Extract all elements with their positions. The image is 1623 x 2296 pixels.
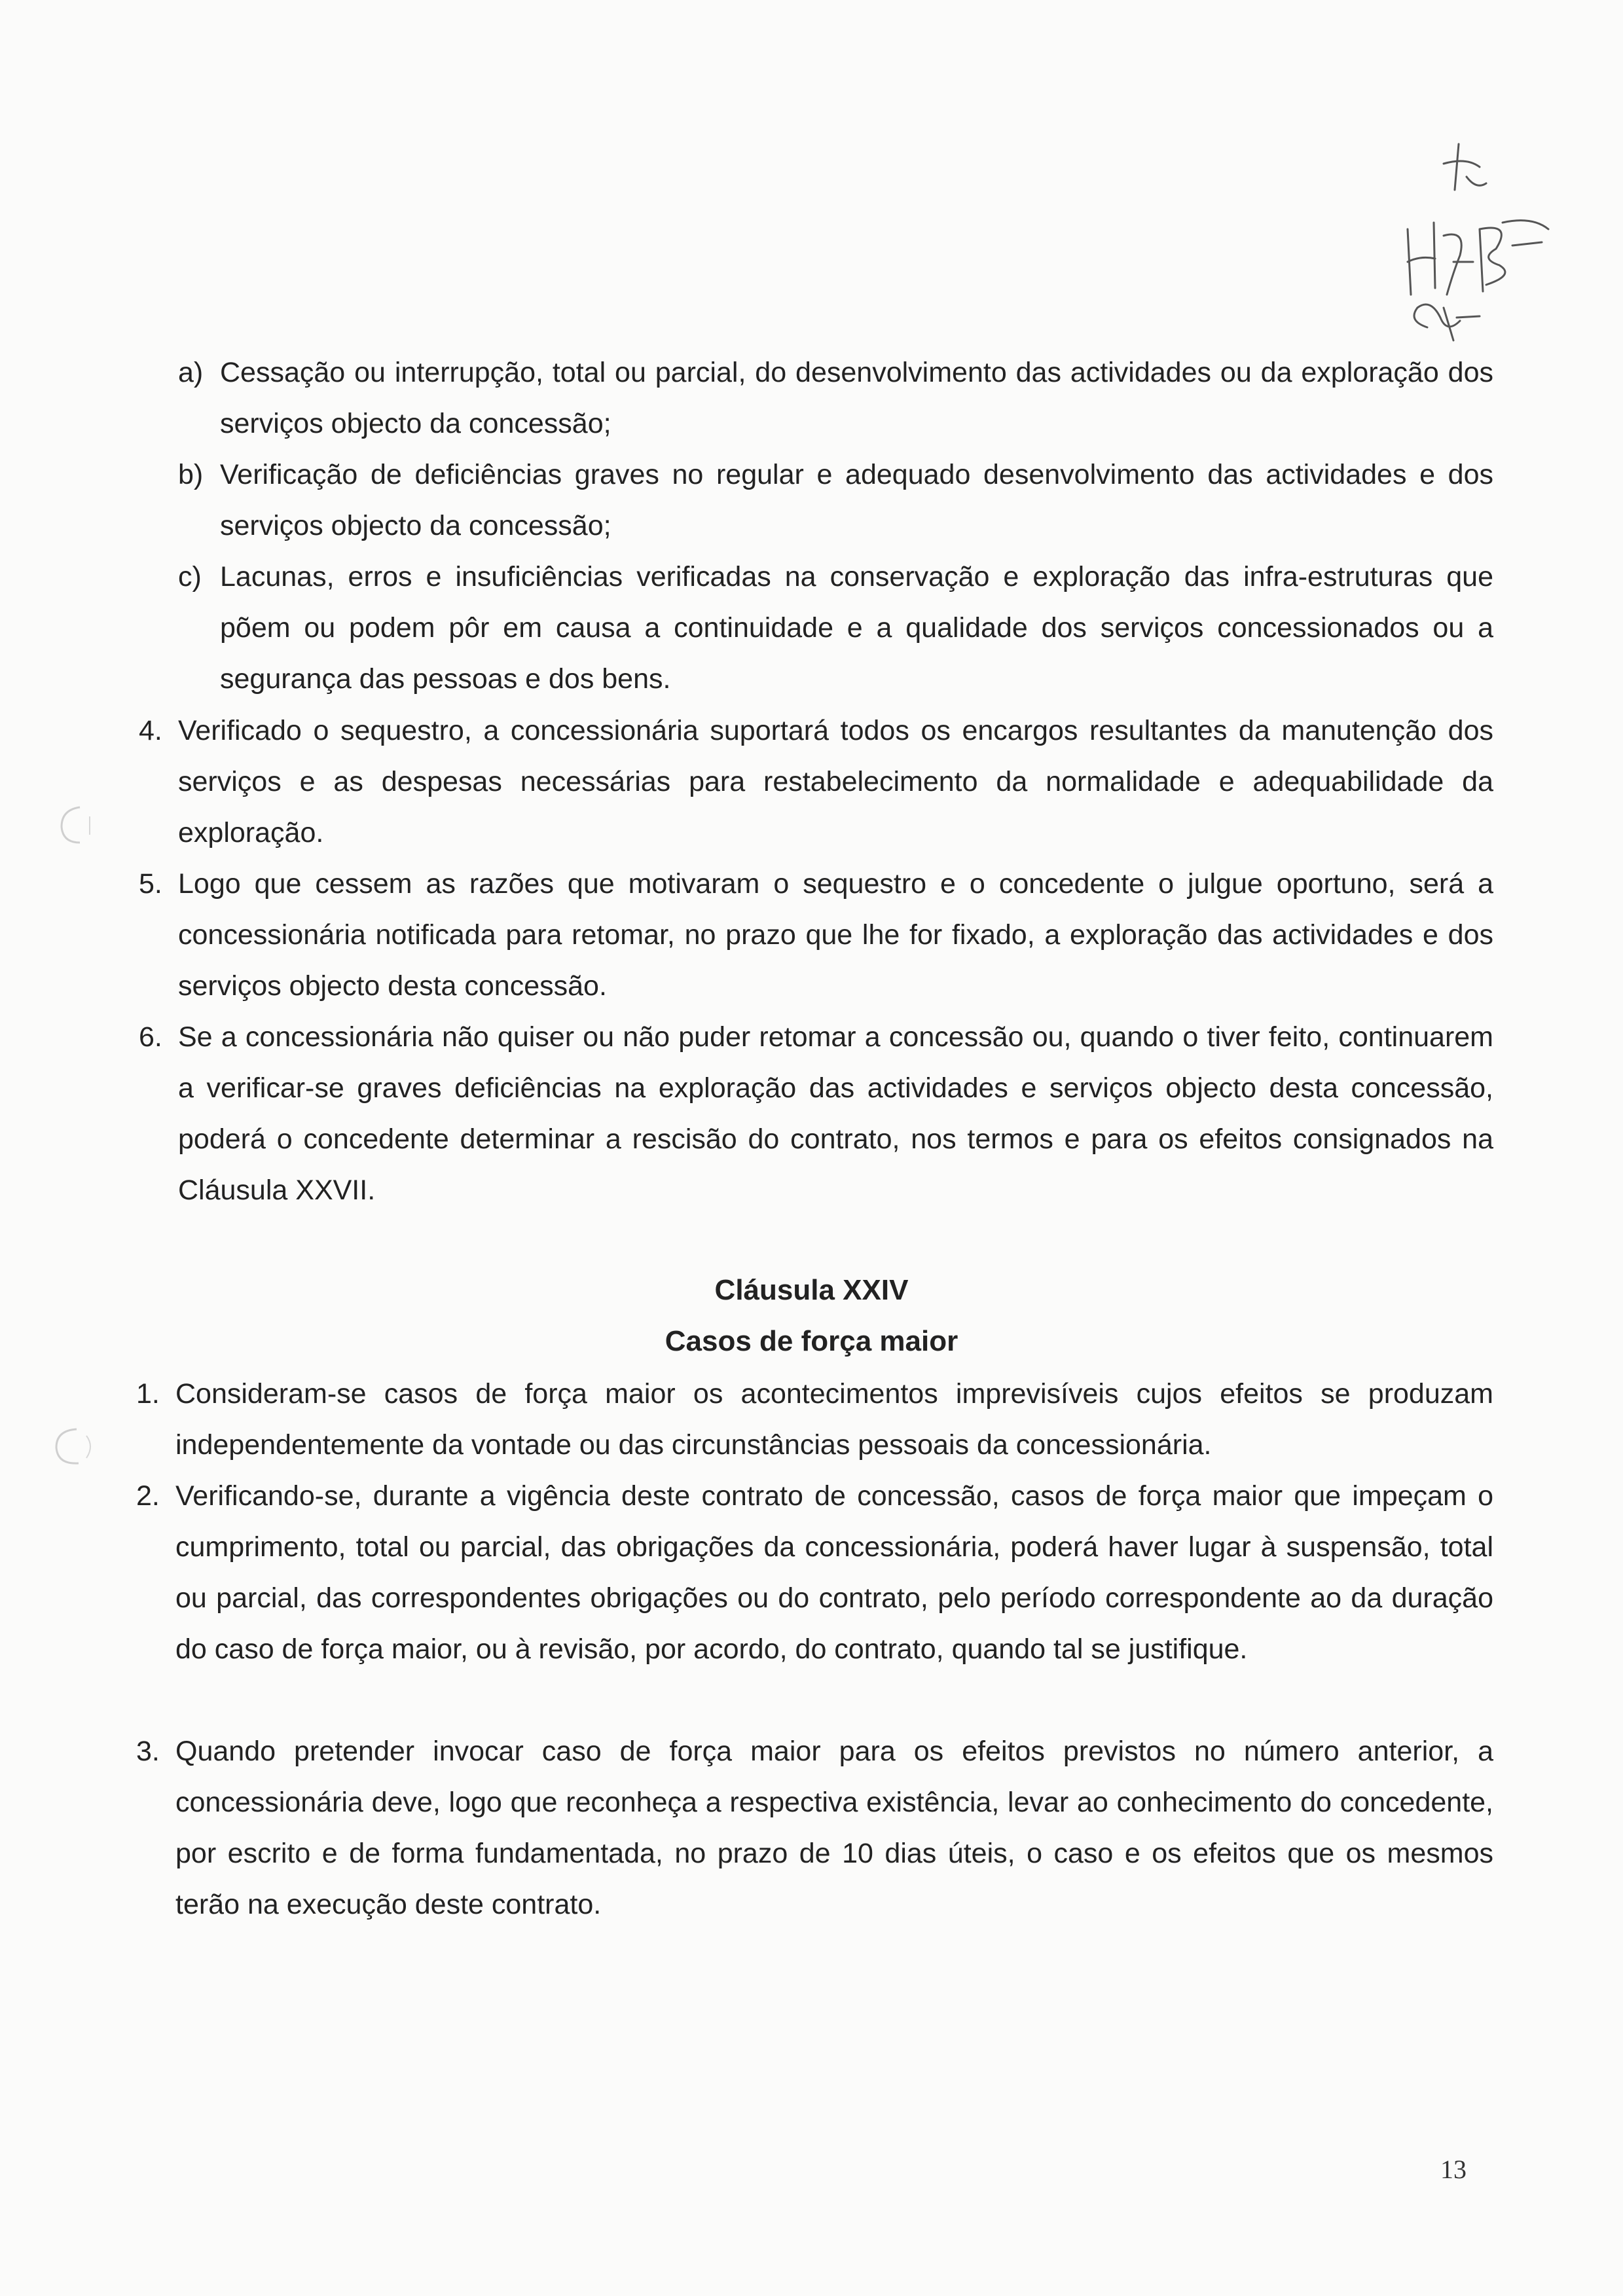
list-item-4 <box>139 705 1493 858</box>
punch-hole <box>47 1424 100 1470</box>
clause-title: Casos de força maior <box>665 1325 958 1357</box>
item-text: Se a concessionária não quiser ou não puder retomar a concessão ou, quando o tiver feito, continuarem a verificar-se graves deficiências na exploração das actividades e serviços objecto desta concessão, poderá o concedente determinar a rescisão do contrato, nos termos e para os efeitos consignados na Cláusula XXVII. <box>178 1021 1493 1206</box>
item-label: c) <box>178 561 202 592</box>
list-item-a <box>178 347 1493 449</box>
item-label: a) <box>178 357 204 388</box>
item-text: Verificado o sequestro, a concessionária suportará todos os encargos resultantes da manutenção dos serviços e as despesas necessárias para restabelecimento da normalidade e adequabilidade da exploração. <box>178 715 1493 848</box>
list-item-1 <box>136 1368 1493 1470</box>
item-text: Verificação de deficiências graves no regular e adequado desenvolvimento das actividades e dos serviços objecto da concessão; <box>220 459 1493 541</box>
item-number: 3. <box>136 1736 160 1767</box>
item-text: Consideram-se casos de força maior os acontecimentos imprevisíveis cujos efeitos se produzam independentemente da vontade ou das circunstâncias pessoais da concessionária. <box>175 1378 1493 1461</box>
item-text: Cessação ou interrupção, total ou parcial, do desenvolvimento das actividades ou da exploração dos serviços objecto da concessão; <box>220 357 1493 439</box>
list-item-b <box>178 449 1493 551</box>
page-number: 13 <box>1440 2155 1467 2184</box>
list-item-2 <box>136 1470 1493 1675</box>
item-number: 1. <box>136 1378 160 1410</box>
item-label: b) <box>178 459 204 490</box>
item-number: 6. <box>139 1021 162 1053</box>
item-number: 5. <box>139 868 162 900</box>
list-item-c <box>178 551 1493 704</box>
clause-number: Cláusula XXIV <box>714 1274 909 1306</box>
list-item-3 <box>136 1726 1493 1930</box>
item-text: Verificando-se, durante a vigência deste contrato de concessão, casos de força maior que impeçam o cumprimento, total ou parcial, das obrigações da concessionária, poderá haver lugar à suspensão, total ou parcial, das correspondentes obrigações ou do contrato, pelo período correspondente ao da duração do caso de força maior, ou à revisão, por acordo, do contrato, quando tal se justifique. <box>175 1480 1493 1665</box>
item-number: 4. <box>139 715 162 746</box>
item-text: Logo que cessem as razões que motivaram o sequestro e o concedente o julgue oportuno, será a concessionária notificada para retomar, no prazo que lhe for fixado, a exploração das actividades e dos serviços objecto desta concessão. <box>178 868 1493 1002</box>
item-number: 2. <box>136 1480 160 1512</box>
list-item-5 <box>139 858 1493 1011</box>
list-item-6 <box>139 1011 1493 1216</box>
handwritten-rubric <box>1381 131 1578 347</box>
item-text: Quando pretender invocar caso de força maior para os efeitos previstos no número anterior, a concessionária deve, logo que reconheça a respectiva existência, levar ao conhecimento do concedente, por escrito e de forma fundamentada, no prazo de 10 dias úteis, o caso e os efeitos que os mesmos terão na execução deste contrato. <box>175 1736 1493 1920</box>
item-text: Lacunas, erros e insuficiências verificadas na conservação e exploração das infra-estruturas que põem ou podem pôr em causa a continuidade e a qualidade dos serviços concessionados ou a segurança das pessoas e dos bens. <box>220 561 1493 695</box>
punch-hole <box>54 802 100 848</box>
